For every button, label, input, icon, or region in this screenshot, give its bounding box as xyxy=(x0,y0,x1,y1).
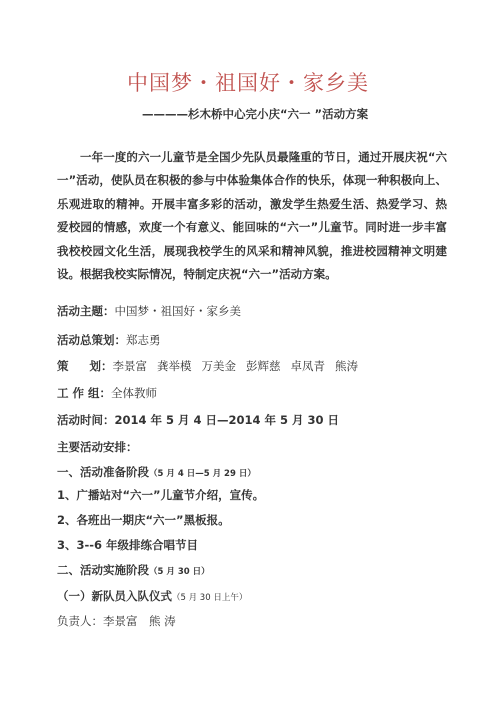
sub1-heading xyxy=(57,588,247,604)
intro-paragraph: 一年一度的六一儿童节是全国少先队员最隆重的节日，通过开展庆祝“六一”活动，使队员在积极的参与中体验集体合作的快乐，体现一种积极向上、乐观进取的精神。开展丰富多彩的活动，激发学生热爱生活、热爱学习、热爱校园的情感，欢度一个有意义、能回味的“六一”儿童节。同时进一步丰富我校校园文化生活，展现我校学生的风采和精神风貌，推进校园精神文明建设。根据我校实际情况，特制定庆祝“六一”活动方案。 xyxy=(57,150,447,282)
phase2-title: 二、活动实施阶段 xyxy=(57,563,149,577)
time-line xyxy=(57,412,339,428)
staff-value: 全体教师 xyxy=(111,386,158,400)
arrangement-heading: 主要活动安排： xyxy=(57,440,138,454)
planners-label-b: 划： xyxy=(89,359,113,373)
chief-planner-label: 活动总策划： xyxy=(57,333,126,347)
planners-names xyxy=(113,359,369,373)
chief-planner-value: 郑志勇 xyxy=(126,333,161,347)
leader-label: 负责人： xyxy=(57,614,103,628)
prep-item-1: 1、广播站对“六一”儿童节介绍，宣传。 xyxy=(57,488,265,502)
planner-name: 彭辉慈 xyxy=(246,359,281,373)
planner-name: 熊涛 xyxy=(335,359,358,373)
planners-label-a: 策 xyxy=(57,359,69,373)
planners-line xyxy=(57,358,368,374)
planner-name: 万美金 xyxy=(201,359,236,373)
prep-item-3: 3、3--6 年级排练合唱节目 xyxy=(57,538,199,552)
phase1-date: （5 月 4 日—5 月 29 日） xyxy=(149,469,256,479)
phase1-heading xyxy=(57,464,256,480)
planner-name: 龚举模 xyxy=(157,359,192,373)
phase2-date: （5 月 30 日） xyxy=(149,567,210,577)
sub1-title: （一）新队员入队仪式 xyxy=(57,589,172,603)
leader-value: 李景富 熊 涛 xyxy=(103,614,176,628)
phase1-title: 一、活动准备阶段 xyxy=(57,465,149,479)
leader-line xyxy=(57,613,176,629)
staff-label: 工 作 组： xyxy=(57,386,112,400)
staff-line xyxy=(57,385,157,401)
prep-item-2: 2、各班出一期庆“六一”黑板报。 xyxy=(57,513,230,527)
phase2-heading xyxy=(57,562,210,578)
planner-name: 卓凤青 xyxy=(290,359,325,373)
theme-line xyxy=(57,303,241,319)
chief-planner-line xyxy=(57,332,161,348)
time-value: 2014 年 5 月 4 日—2014 年 5 月 30 日 xyxy=(114,413,340,427)
time-label: 活动时间： xyxy=(57,413,115,427)
sub1-date: （5 月 30 日上午） xyxy=(172,593,248,603)
planner-name: 李景富 xyxy=(112,359,147,373)
theme-value: 中国梦・祖国好・家乡美 xyxy=(114,304,241,318)
document-subtitle: ————杉木桥中心完小庆“六一 ”活动方案 xyxy=(142,107,369,121)
theme-label: 活动主题： xyxy=(57,304,115,318)
document-title: 中国梦・祖国好・家乡美 xyxy=(127,71,369,95)
